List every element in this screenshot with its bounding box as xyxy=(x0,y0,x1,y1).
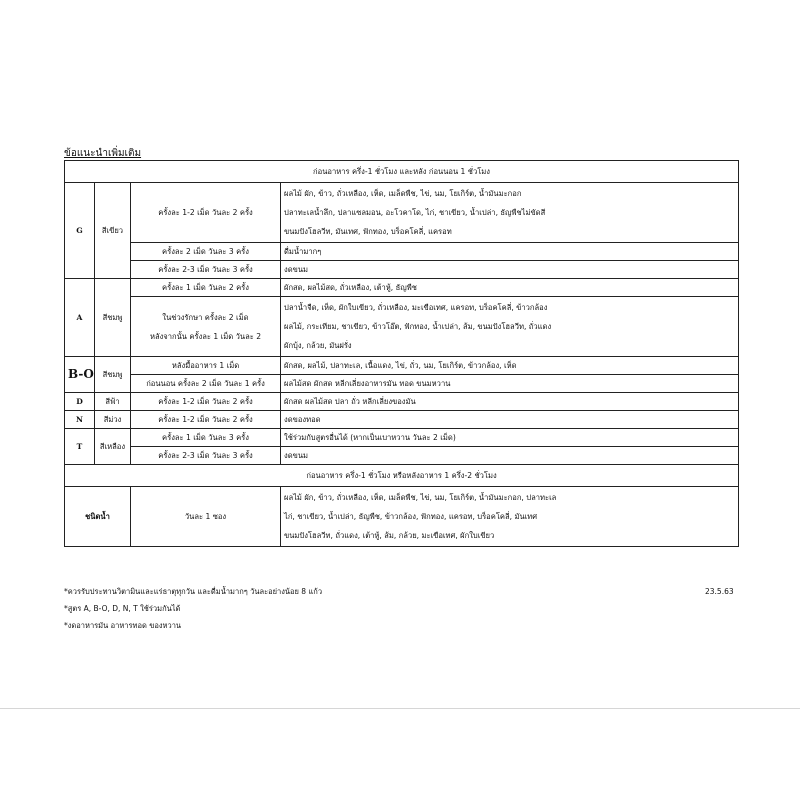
dosage-cell: วันละ 1 ซอง xyxy=(131,487,281,547)
food-line: ขนมปังโฮลวีท, ถั่วแดง, เต้าหู้, ส้ม, กล้วย, มะเขือเทศ, ผักใบเขียว xyxy=(284,531,495,540)
dosage-cell: ครั้งละ 1-2 เม็ด วันละ 2 ครั้ง xyxy=(131,393,281,411)
food-cell: งดของทอด xyxy=(281,411,739,429)
table-row xyxy=(65,357,739,375)
dosage-cell: ครั้งละ 1-2 เม็ด วันละ 2 ครั้ง xyxy=(131,411,281,429)
table-row xyxy=(65,279,739,297)
food-cell: ผักสด, ผลไม้, ปลาทะเล, เนื้อแดง, ไข่, ถั่ว, นม, โยเกิร์ต, ข้าวกล้อง, เห็ด xyxy=(281,357,739,375)
food-line: ผักบุ้ง, กล้วย, มันฝรั่ง xyxy=(284,341,352,350)
dosage-cell: ก่อนนอน ครั้งละ 2 เม็ด วันละ 1 ครั้ง xyxy=(131,375,281,393)
dosage-cell: ครั้งละ 1 เม็ด วันละ 3 ครั้ง xyxy=(131,429,281,447)
dosage-cell xyxy=(131,297,281,357)
formula-letter: B-O xyxy=(65,357,95,393)
food-cell: ผลไม้สด ผักสด หลีกเลี่ยงอาหารมัน ทอด ขนมหวาน xyxy=(281,375,739,393)
formula-letter: G xyxy=(65,183,95,279)
food-cell: งดขนม xyxy=(281,447,739,465)
table-row xyxy=(65,393,739,411)
section-title: ก่อนอาหาร ครึ่ง-1 ชั่วโมง และหลัง ก่อนนอน 1 ชั่วโมง xyxy=(65,161,739,183)
table-row xyxy=(65,243,739,261)
section-title: ก่อนอาหาร ครึ่ง-1 ชั่วโมง หรือหลังอาหาร 1 ครึ่ง-2 ชั่วโมง xyxy=(65,465,739,487)
table-row xyxy=(65,411,739,429)
food-cell: งดขนม xyxy=(281,261,739,279)
food-cell xyxy=(281,183,739,243)
formula-letter: A xyxy=(65,279,95,357)
food-cell xyxy=(281,297,739,357)
dosage-line: หลังจากนั้น ครั้งละ 1 เม็ด วันละ 2 xyxy=(149,331,262,341)
formula-letter: D xyxy=(65,393,95,411)
table-row xyxy=(65,261,739,279)
table-row xyxy=(65,375,739,393)
formula-color: สีเหลือง xyxy=(95,429,131,465)
formula-letter: T xyxy=(65,429,95,465)
food-line: ขนมปังโฮลวีท, มันเทศ, ฟักทอง, บร็อคโคลี่, แครอท xyxy=(284,227,452,236)
formula-color: สีชมพู xyxy=(95,357,131,393)
supplement-guide-table xyxy=(64,160,739,547)
food-line: ผลไม้ ผัก, ข้าว, ถั่วเหลือง, เห็ด, เมล็ดพืช, ไข่, นม, โยเกิร์ต, น้ำมันมะกอก xyxy=(284,189,522,198)
section-header-row xyxy=(65,161,739,183)
footnotes xyxy=(64,583,322,634)
formula-color: สีชมพู xyxy=(95,279,131,357)
food-cell: ดื่มน้ำมากๆ xyxy=(281,243,739,261)
dosage-cell: ครั้งละ 1 เม็ด วันละ 2 ครั้ง xyxy=(131,279,281,297)
dosage-cell: ครั้งละ 2 เม็ด วันละ 3 ครั้ง xyxy=(131,243,281,261)
table-row xyxy=(65,447,739,465)
food-line: ผลไม้ ผัก, ข้าว, ถั่วเหลือง, เห็ด, เมล็ดพืช, ไข่, นม, โยเกิร์ต, น้ำมันมะกอก, ปลาทะเล xyxy=(284,493,557,502)
formula-color: สีเขียว xyxy=(95,183,131,279)
food-cell xyxy=(281,487,739,547)
page-divider xyxy=(0,708,800,709)
food-line: ปลาทะเลน้ำลึก, ปลาแซลมอน, อะโวคาโด, ไก่, ชาเขียว, น้ำเปล่า, ธัญพืชไม่ขัดสี xyxy=(284,208,546,217)
table-row xyxy=(65,183,739,243)
table-row xyxy=(65,429,739,447)
page-heading: ข้อแนะนำเพิ่มเติม xyxy=(64,148,142,159)
dosage-cell: ครั้งละ 2-3 เม็ด วันละ 3 ครั้ง xyxy=(131,447,281,465)
formula-color: สีม่วง xyxy=(95,411,131,429)
food-line: ผลไม้, กระเทียม, ชาเขียว, ข้าวโอ๊ต, ฟักทอง, น้ำเปล่า, ส้ม, ขนมปังโฮลวีท, ถั่วแดง xyxy=(284,322,552,331)
dosage-cell: หลังมื้ออาหาร 1 เม็ด xyxy=(131,357,281,375)
food-cell: ผักสด ผลไม้สด ปลา ถั่ว หลีกเลี่ยงของมัน xyxy=(281,393,739,411)
footnote: *งดอาหารมัน อาหารทอด ของหวาน xyxy=(64,621,182,630)
footnote: *สูตร A, B-O, D, N, T ใช้ร่วมกันได้ xyxy=(64,604,181,613)
formula-color: สีฟ้า xyxy=(95,393,131,411)
document-date: 23.5.63 xyxy=(705,587,734,596)
dosage-cell: ครั้งละ 1-2 เม็ด วันละ 2 ครั้ง xyxy=(131,183,281,243)
table-row xyxy=(65,487,739,547)
footnote: *ควรรับประทานวิตามินและแร่ธาตุทุกวัน และดื่มน้ำมากๆ วันละอย่างน้อย 8 แก้ว xyxy=(64,587,323,596)
food-cell: ใช้ร่วมกับสูตรอื่นได้ (หากเป็นเบาหวาน วันละ 2 เม็ด) xyxy=(281,429,739,447)
product-type: ชนิดน้ำ xyxy=(65,487,131,547)
section-header-row xyxy=(65,465,739,487)
table-row xyxy=(65,297,739,357)
food-cell: ผักสด, ผลไม้สด, ถั่วเหลือง, เต้าหู้, ธัญพืช xyxy=(281,279,739,297)
formula-letter: N xyxy=(65,411,95,429)
food-line: ปลาน้ำจืด, เห็ด, ผักใบเขียว, ถั่วเหลือง, มะเขือเทศ, แครอท, บร็อคโคลี่, ข้าวกล้อง xyxy=(284,303,548,312)
dosage-line: ในช่วงรักษา ครั้งละ 2 เม็ด xyxy=(162,312,249,322)
dosage-cell: ครั้งละ 2-3 เม็ด วันละ 3 ครั้ง xyxy=(131,261,281,279)
food-line: ไก่, ชาเขียว, น้ำเปล่า, ธัญพืช, ข้าวกล้อง, ฟักทอง, แครอท, บร็อคโคลี่, มันเทศ xyxy=(284,512,538,521)
